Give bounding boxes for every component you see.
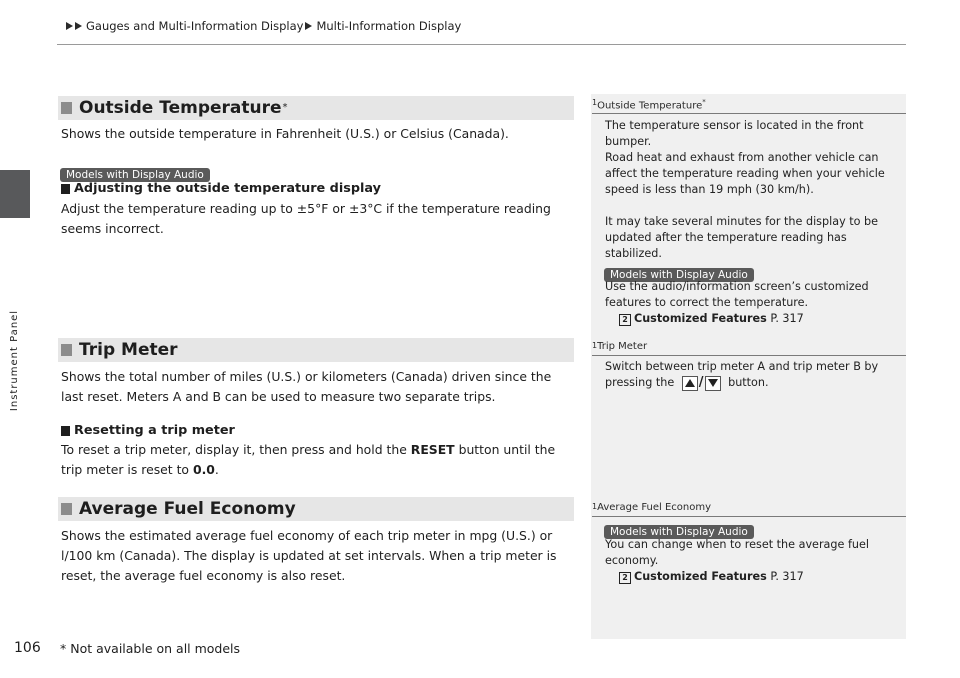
selector-button-glyph: / — [682, 375, 721, 391]
paragraph: To reset a trip meter, display it, then press and hold the RESET button until the trip meter is reset to 0.0. — [61, 442, 556, 477]
section-heading-average-fuel-economy: Average Fuel Economy — [58, 497, 574, 521]
cross-reference[interactable]: 2 Customized Features P. 317 — [605, 569, 900, 585]
square-bullet-icon — [61, 184, 70, 194]
square-bullet-icon — [61, 426, 70, 436]
breadcrumb-arrow-icon — [305, 22, 312, 30]
header-divider — [57, 44, 906, 45]
down-arrow-icon — [705, 376, 721, 391]
paragraph: Shows the estimated average fuel economy of each trip meter in mpg (U.S.) or l/100 km (Canada). The display is updated at set intervals. When a trip meter is reset, the average fuel economy is also reset. — [61, 528, 557, 583]
up-arrow-icon — [682, 376, 698, 391]
paragraph: Shows the total number of miles (U.S.) or kilometers (Canada) driven since the last reset. Meters A and B can be used to measure two separate trips. — [61, 369, 552, 404]
paragraph: Adjust the temperature reading up to ±5°F or ±3°C if the temperature reading seems incorrect. — [61, 201, 551, 236]
breadcrumb-item[interactable]: Gauges and Multi-Information Display — [86, 19, 304, 33]
cross-reference-icon: 2 — [619, 572, 631, 584]
model-badge: Models with Display Audio — [604, 520, 754, 539]
square-bullet-icon — [61, 503, 72, 515]
note-divider — [592, 355, 906, 356]
breadcrumb-item[interactable]: Multi-Information Display — [316, 19, 462, 33]
note-body: Switch between trip meter A and trip meter B by pressing the / button. — [605, 360, 879, 390]
page-number: 106 — [14, 640, 41, 656]
square-bullet-icon — [61, 344, 72, 356]
note-title: $^1$Trip Meter — [592, 341, 648, 352]
reset-button-label: RESET — [410, 442, 455, 457]
note-body: You can change when to reset the average fuel economy. 2 Customized Features P. 317 — [605, 537, 900, 585]
footnote: * Not available on all models — [60, 641, 241, 656]
note-title: $^1$Outside Temperature* — [592, 98, 706, 112]
breadcrumb-arrow-icon — [75, 22, 82, 30]
subheading: Adjusting the outside temperature display — [61, 181, 381, 196]
square-bullet-icon — [61, 102, 72, 114]
chapter-tab — [0, 170, 30, 218]
note-title: $^1$Average Fuel Economy — [592, 502, 712, 513]
paragraph: Shows the outside temperature in Fahrenheit (U.S.) or Celsius (Canada). — [61, 126, 509, 141]
breadcrumb — [66, 19, 461, 33]
breadcrumb-arrow-icon — [66, 22, 73, 30]
subheading: Resetting a trip meter — [61, 423, 235, 438]
note-divider — [592, 113, 906, 114]
model-badge: Models with Display Audio — [604, 263, 754, 282]
note-body: The temperature sensor is located in the front bumper. Road heat and exhaust from another vehicle can affect the temperature reading when your vehicle speed is less than 19 mph (30 km/h). It may take several minutes for the display to be updated after the temperature reading has stabilized. — [605, 119, 885, 260]
model-badge: Models with Display Audio — [60, 163, 210, 182]
cross-reference-icon: 2 — [619, 314, 631, 326]
section-heading-trip-meter: Trip Meter — [58, 338, 574, 362]
section-heading-outside-temperature: Outside Temperature * — [58, 96, 574, 120]
cross-reference[interactable]: 2 Customized Features P. 317 — [605, 311, 900, 327]
chapter-label: Instrument Panel — [9, 309, 21, 411]
note-divider — [592, 516, 906, 517]
note-body: Use the audio/information screen’s customized features to correct the temperature. 2 Customized Features P. 317 — [605, 279, 900, 327]
